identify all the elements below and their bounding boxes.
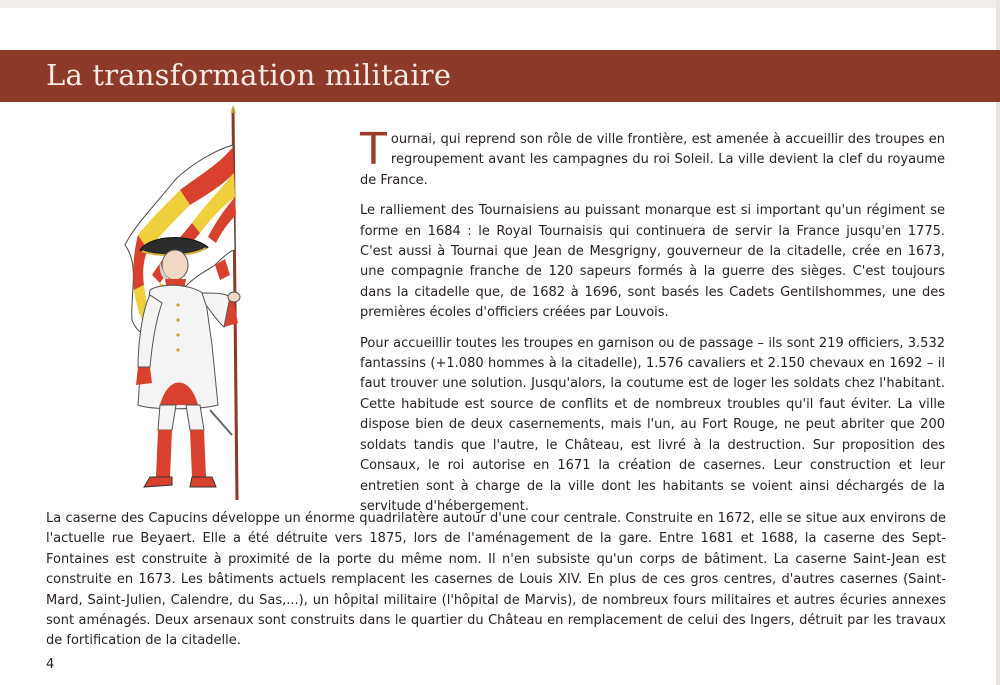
main-text-column — [360, 124, 945, 527]
paragraph-regiment: Le ralliement des Tournaisiens au puissant monarque est si important qu'un régiment se forme en 1684 : le Royal Tournaisis qui continuera de servir la France jusqu'en 1775. C'est aussi à Tournai que Jean de Mesgrigny, gouverneur de la citadelle, crée en 1673, une compagnie franche de 120 sapeurs formés à la guerre des sièges. C'est toujours dans la citadelle que, de 1682 à 1696, sont basés les Cadets Gentilshommes, une des premières écoles d'officiers créées par Louvois. — [360, 203, 945, 321]
drop-cap: T — [360, 124, 387, 175]
paragraph-garrison: Pour accueillir toutes les troupes en garnison ou de passage – ils sont 219 officiers, 3.532 fantassins (+1.080 hommes à la citadelle), 1.576 cavaliers et 2.150 chevaux en 1692 – il faut trouver une solution. Jusqu'alors, la coutume est de loger les soldats chez l'habitant. Cette habitude est source de conflits et de nombreux troubles qu'il faut éviter. La ville dispose bien de deux casernements, mais l'un, au Fort Rouge, ne peut abriter que 200 soldats tandis que l'autre, le Château, est livré à la destruction. Sur proposition des Consaux, le roi autorise en 1671 la création de casernes. Leur construction et leur entretien sont à charge de la ville dont les habitants se voient ainsi déchargés de la servitude d'hébergement. — [360, 335, 945, 514]
intro-paragraph — [360, 124, 945, 191]
paragraph-barracks: La caserne des Capucins développe un énorme quadrilatère autour d'une cour centrale. Construite en 1672, elle se situe aux environs de l'actuelle rue Beyaert. Elle a été détruite vers 1875, lors de l'aménagement de la gare. Entre 1681 et 1688, la caserne des Sept-Fontaines est construite à proximité de la porte du même nom. Il n'en subsiste qu'un corps de bâtiment. La caserne Saint-Jean est construite en 1673. Les bâtiments actuels remplacent les casernes de Louis XIV. En plus de ces gros centres, d'autres casernes (Saint-Mard, Saint-Julien, Calendre, du Sas,...), un hôpital militaire (l'hôpital de Marvis), de nombreux fours militaires et autres écuries annexes sont aménagés. Deux arsenaux sont construits dans le quartier du Château en remplacement de celui des Ingers, détruit par les travaux de fortification de la citadelle. — [46, 511, 946, 649]
title-bar — [0, 50, 1000, 102]
page-number: 4 — [46, 657, 55, 672]
intro-text: ournai, qui reprend son rôle de ville frontière, est amenée à accueillir des troupes en regroupement avant les campagnes du roi Soleil. La ville devient la clef du royaume de France. — [360, 132, 945, 188]
soldier-illustration — [120, 105, 260, 505]
page-title: La transformation militaire — [46, 58, 452, 92]
page-top-edge — [0, 0, 1000, 8]
page-right-edge — [996, 0, 1000, 685]
